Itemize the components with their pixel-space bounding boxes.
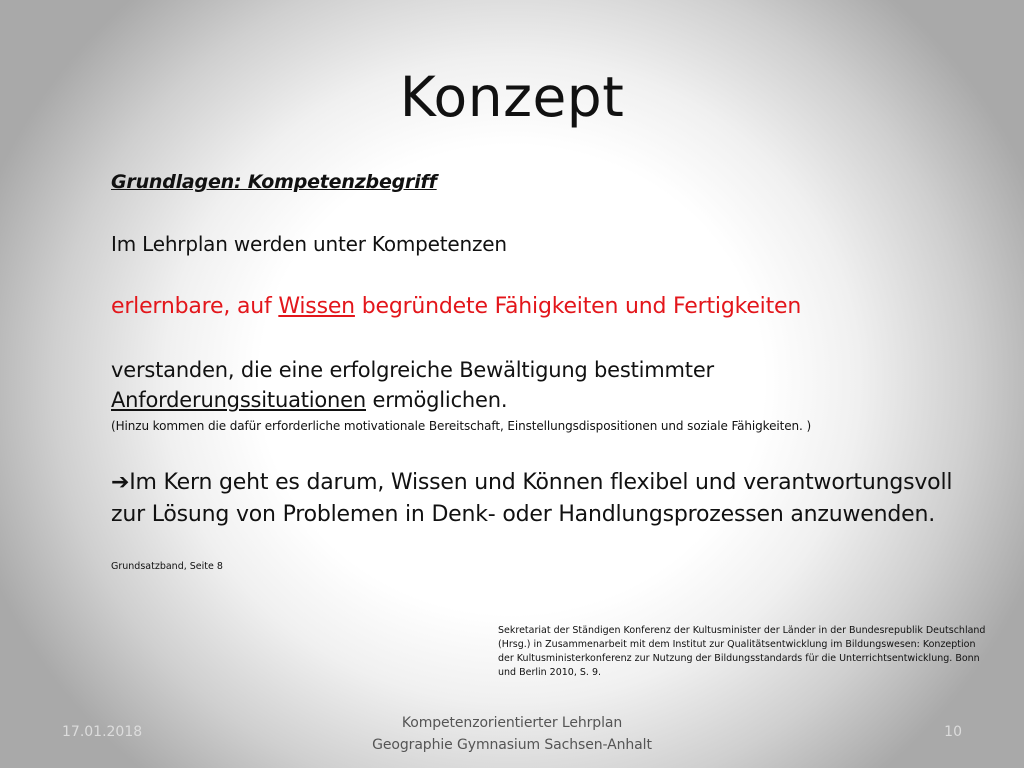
red-text-part1: erlernbare, auf	[111, 294, 279, 319]
source-reference: Grundsatzband, Seite 8	[111, 561, 223, 572]
red-text-part2: begründete Fähigkeiten und Fertigkeiten	[354, 294, 802, 319]
anforderungssituationen-text: Anforderungssituationen	[111, 388, 366, 412]
paragraph-line-2	[111, 388, 507, 412]
core-text-1: Im Kern geht es darum, Wissen und Können flexibel und verantwortungsvoll	[129, 470, 953, 495]
footer-page-number: 10	[944, 724, 962, 740]
red-definition-line	[111, 294, 801, 319]
core-line-1	[111, 470, 952, 495]
right-arrow-icon: ➔	[111, 470, 130, 495]
citation-text: Sekretariat der Ständigen Konferenz der Kultusminister der Länder in der Bundesrepublik Deutschland (Hrsg.) in Zusammenarbeit mit dem Institut zur Qualitätsentwicklung im Bildungswesen: Konzeption der Kultusministerkonferenz zur Nutzung der Bildungsstandards für die Unterrichtsentwicklung. Bonn und Berlin 2010, S. 9.	[498, 625, 986, 678]
paragraph-line-2-rest: ermöglichen.	[366, 388, 508, 412]
footer-line-1: Kompetenzorientierter Lehrplan	[401, 715, 623, 731]
footer-line-2: Geographie Gymnasium Sachsen-Anhalt	[372, 737, 652, 753]
section-heading: Grundlagen: Kompetenzbegriff	[111, 171, 437, 193]
red-text-wissen: Wissen	[278, 294, 355, 319]
note-text: (Hinzu kommen die dafür erforderliche motivationale Bereitschaft, Einstellungsdispositionen und soziale Fähigkeiten. )	[111, 419, 812, 433]
paragraph-line-1: verstanden, die eine erfolgreiche Bewältigung bestimmter	[111, 358, 714, 382]
footer-date: 17.01.2018	[62, 724, 143, 740]
core-line-2: zur Lösung von Problemen in Denk- oder Handlungsprozessen anzuwenden.	[111, 502, 935, 527]
slide-title: Konzept	[399, 65, 625, 129]
intro-line: Im Lehrplan werden unter Kompetenzen	[111, 232, 507, 256]
footer-title	[0, 712, 1024, 756]
